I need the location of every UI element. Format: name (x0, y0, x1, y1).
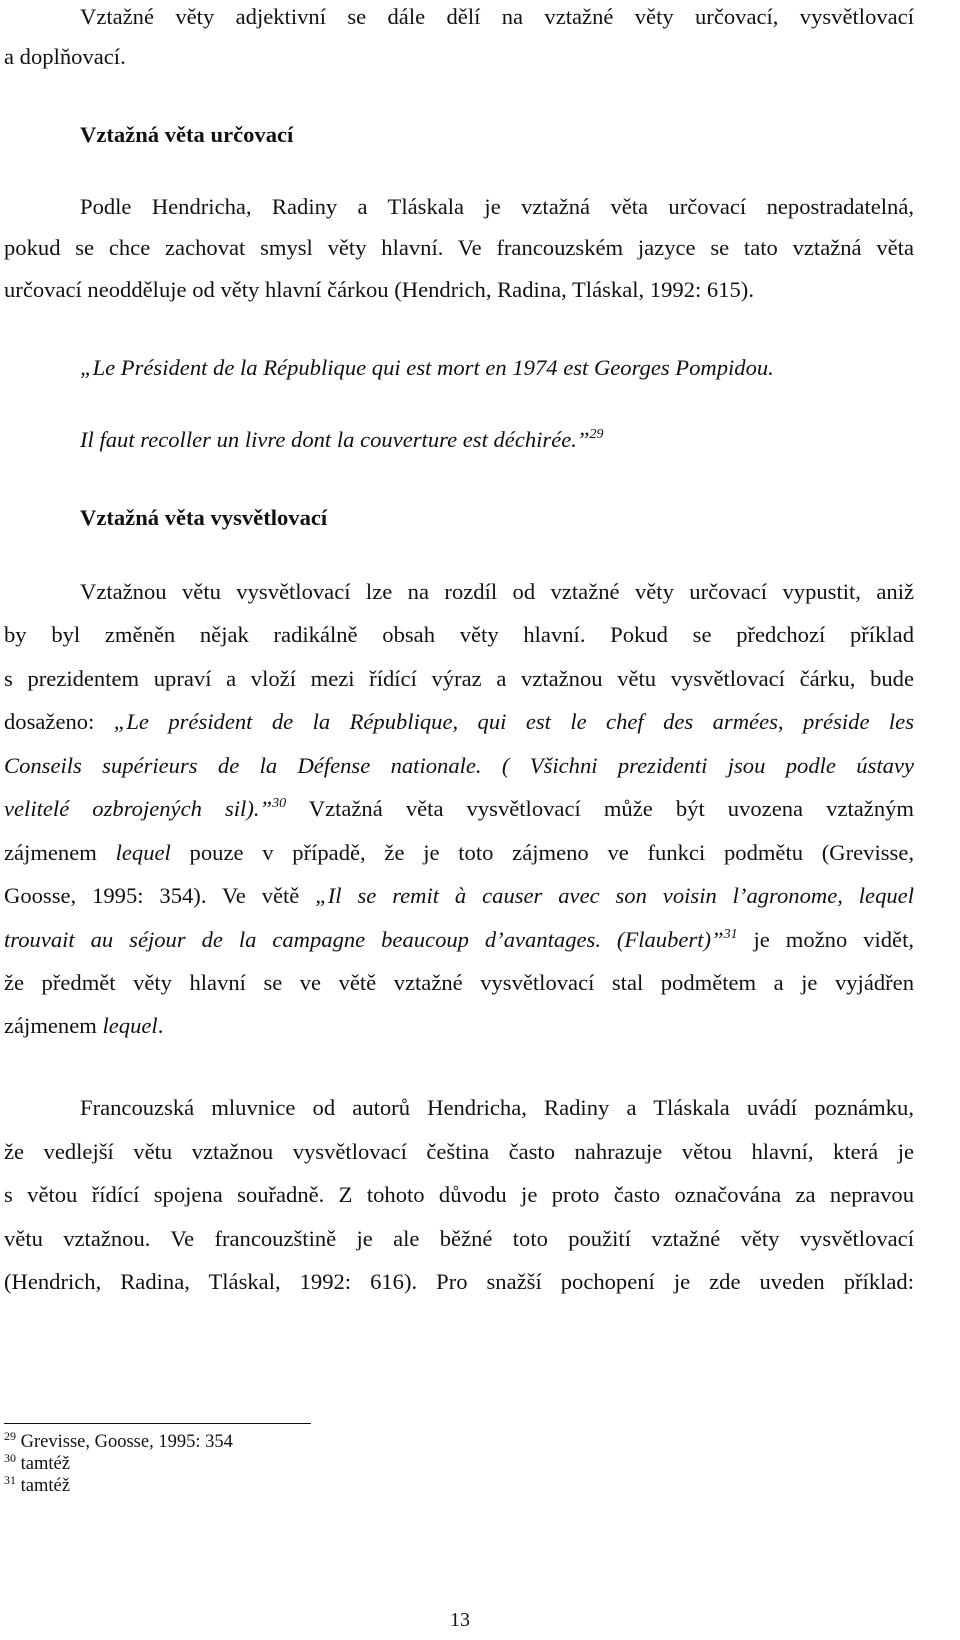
text-span: je možno vidět, (737, 927, 914, 952)
paragraph-4-line: že vedlejší větu vztažnou vysvětlovací čeština často nahrazuje větou hlavní, která je (4, 1139, 914, 1164)
paragraph-4-line: (Hendrich, Radina, Tláskal, 1992: 616). Pro snažší pochopení je zde uveden příklad: (4, 1269, 914, 1294)
footnote-number: 31 (4, 1473, 16, 1487)
italic-example: trouvait au séjour de la campagne beaucoup d’avantages. (Flaubert)” (4, 927, 724, 952)
paragraph-3-line: že předmět věty hlavní se ve větě vztažné vysvětlovací stal podmětem a je vyjádřen (4, 970, 914, 995)
paragraph-2-line: pokud se chce zachovat smysl věty hlavní. Ve francouzském jazyce se tato vztažná věta (4, 235, 914, 260)
footnote-number: 30 (4, 1451, 16, 1465)
paragraph-3-line (4, 751, 914, 781)
paragraph-3-line (4, 881, 914, 911)
italic-word: lequel (115, 840, 171, 865)
paragraph-3-line: s prezidentem upraví a vloží mezi řídící výraz a vztažnou větu vysvětlovací čárku, bude (4, 666, 914, 691)
paragraph-3-line: Vztažnou větu vysvětlovací lze na rozdíl od vztažné věty určovací vypustit, aniž (80, 579, 914, 604)
footnote-ref-30[interactable]: 30 (272, 796, 287, 811)
italic-example: Conseils supérieurs de la Défense nationale. ( Všichni prezidenti jsou podle ústavy (4, 753, 914, 778)
paragraph-3-line: by byl změněn nějak radikálně obsah věty hlavní. Pokud se předchozí příklad (4, 622, 914, 647)
paragraph-2-line: určovací neodděluje od věty hlavní čárkou (Hendrich, Radina, Tláskal, 1992: 615). (4, 277, 754, 302)
italic-example: „Le président de la République, qui est le chef des armées, préside les (94, 709, 914, 734)
text-span: dosaženo: (4, 709, 95, 734)
paragraph-4-line: s větou řídící spojena souřadně. Z tohoto důvodu je proto často označována za nepravou (4, 1182, 914, 1207)
footnote-ref-31[interactable]: 31 (723, 927, 738, 942)
paragraph-1-line: Vztažné věty adjektivní se dále dělí na vztažné věty určovací, vysvětlovací (80, 4, 914, 29)
italic-word: lequel (102, 1013, 158, 1038)
text-span: Goosse, 1995: 354). Ve větě (4, 883, 316, 908)
italic-example: „Il se remit à causer avec son voisin l’agronome, lequel (315, 883, 914, 908)
example-line (80, 425, 960, 455)
footnote-text: tamtéž (20, 1454, 70, 1474)
paragraph-3-line (4, 838, 914, 868)
text-span: zájmenem (4, 840, 116, 865)
paragraph-4-line: Francouzská mluvnice od autorů Hendricha, Radiny a Tláskala uvádí poznámku, (80, 1095, 914, 1120)
paragraph-3-line (4, 707, 914, 737)
example-text: Il faut recoller un livre dont la couverture est déchirée.” (80, 427, 590, 452)
footnote-31 (4, 1475, 70, 1497)
paragraph-3-line (4, 794, 914, 824)
paragraph-3-line (4, 925, 914, 955)
text-span: pouze v případě, že je toto zájmeno ve funkci podmětu (Grevisse, (170, 840, 915, 865)
footnote-text: tamtéž (20, 1476, 70, 1496)
text-span: zájmenem (4, 1013, 103, 1038)
footnote-30 (4, 1453, 70, 1475)
italic-example: velitelé ozbrojených sil).” (4, 796, 273, 821)
example-line (80, 353, 960, 383)
paragraph-1-line: a doplňovací. (4, 44, 126, 69)
footnote-text: Grevisse, Goosse, 1995: 354 (20, 1432, 233, 1452)
footnote-number: 29 (4, 1429, 16, 1443)
footnote-29 (4, 1431, 233, 1453)
page-number: 13 (450, 1609, 470, 1631)
text-span: . (157, 1013, 164, 1038)
example-text: „Le Président de la République qui est mort en 1974 est Georges Pompidou. (80, 355, 774, 380)
footnote-ref-29[interactable]: 29 (589, 427, 604, 442)
text-span: Vztažná věta vysvětlovací může být uvozena vztažným (286, 796, 914, 821)
heading-vztazna-veta-vysvetlovaci: Vztažná věta vysvětlovací (80, 505, 328, 530)
paragraph-2-line: Podle Hendricha, Radiny a Tláskala je vztažná věta určovací nepostradatelná, (80, 194, 914, 219)
footnote-separator (4, 1423, 311, 1424)
paragraph-4-line: větu vztažnou. Ve francouzštině je ale běžné toto použití vztažné věty vysvětlovací (4, 1226, 914, 1251)
paragraph-3-line (4, 1011, 914, 1041)
heading-vztazna-veta-urcovaci: Vztažná věta určovací (80, 122, 294, 147)
